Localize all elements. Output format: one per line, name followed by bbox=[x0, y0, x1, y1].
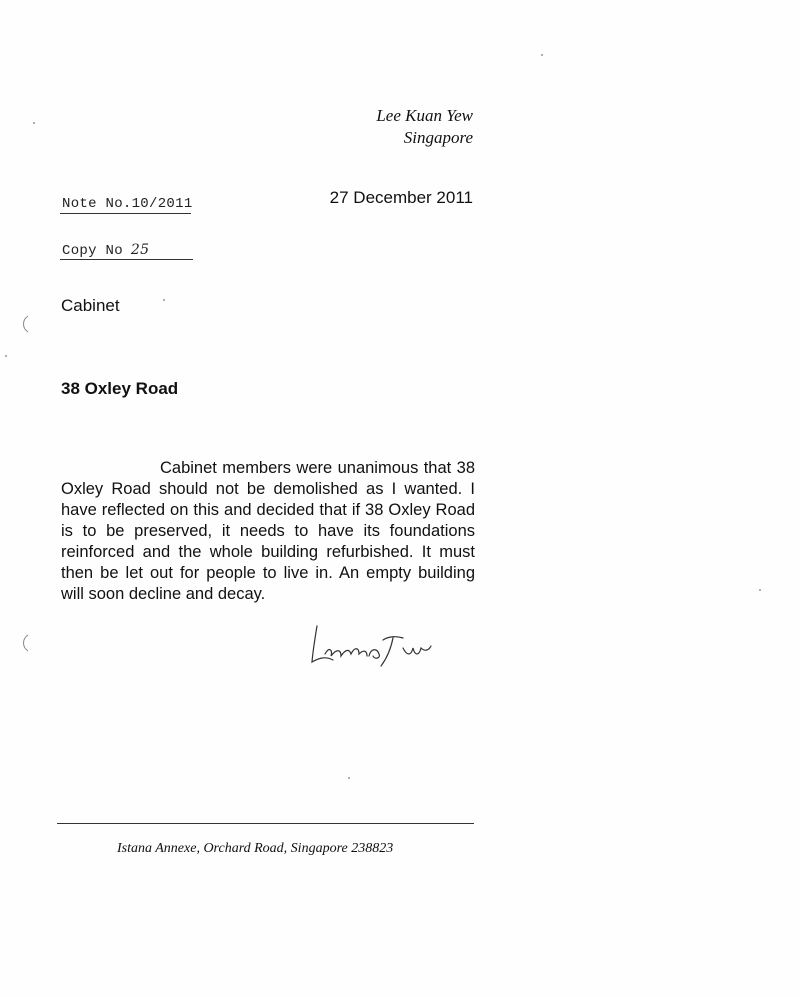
letterhead-name: Lee Kuan Yew bbox=[376, 106, 473, 125]
note-number: Note No.10/2011 bbox=[62, 196, 193, 212]
scan-speck bbox=[759, 589, 761, 591]
note-number-underline bbox=[60, 213, 191, 214]
scan-speck bbox=[541, 54, 543, 56]
letterhead-place: Singapore bbox=[403, 128, 473, 147]
document-date: 27 December 2011 bbox=[329, 188, 473, 207]
scan-speck bbox=[163, 299, 165, 301]
scan-speck bbox=[33, 122, 35, 124]
recipient: Cabinet bbox=[61, 296, 120, 315]
punch-hole-mark-top bbox=[20, 315, 30, 333]
copy-number-value: 25 bbox=[130, 242, 150, 258]
subject-heading: 38 Oxley Road bbox=[61, 379, 179, 398]
footer-rule bbox=[57, 823, 474, 824]
signature-icon bbox=[303, 620, 443, 670]
copy-number-line bbox=[62, 242, 149, 259]
footer-address: Istana Annexe, Orchard Road, Singapore 238823 bbox=[117, 841, 394, 856]
punch-hole-mark-bottom bbox=[20, 634, 30, 652]
copy-number-label: Copy No bbox=[62, 243, 123, 259]
scan-speck bbox=[348, 777, 350, 779]
copy-number-underline bbox=[60, 259, 193, 260]
body-paragraph: Cabinet members were unanimous that 38 Oxley Road should not be demolished as I wanted. I have reflected on this and decided that if 38 Oxley Road is to be preserved, it needs to have its foundations reinforced and the whole building refurbished. It must then be let out for people to live in. An empty building will soon decline and decay. bbox=[61, 459, 475, 603]
scan-speck bbox=[5, 355, 7, 357]
